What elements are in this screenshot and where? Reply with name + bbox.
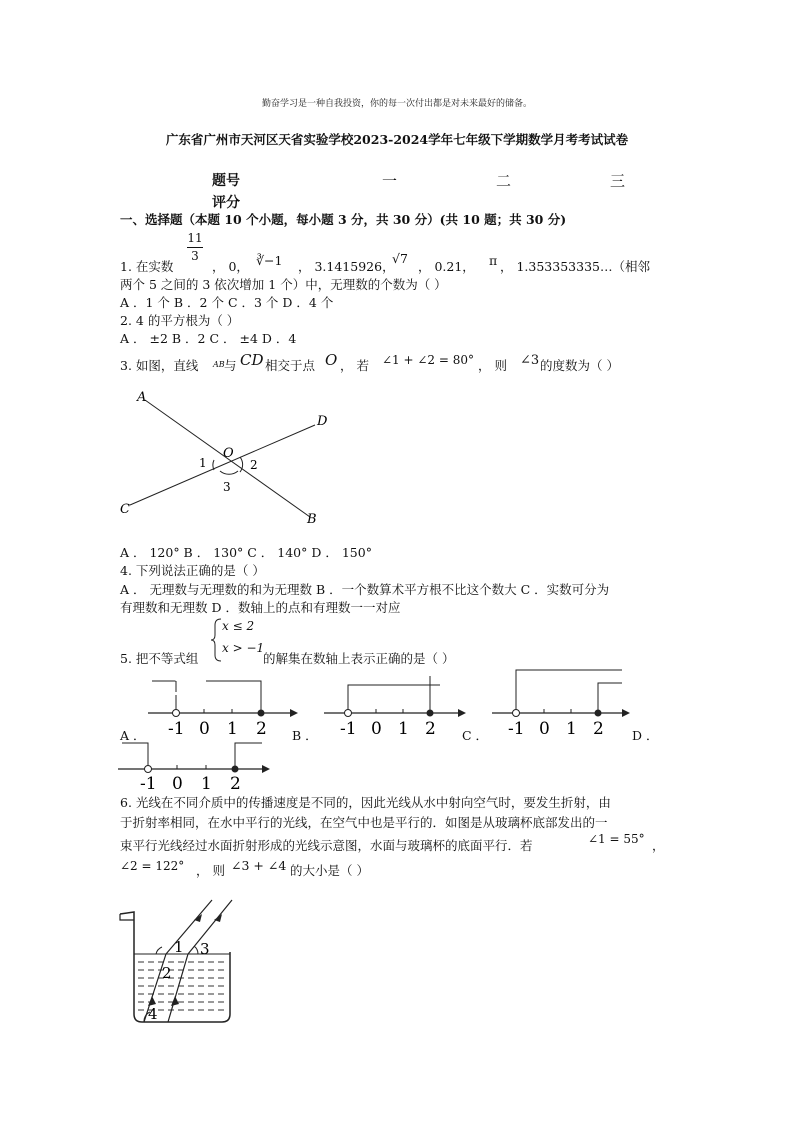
- q5-option-c-label: C ．: [462, 728, 489, 743]
- angle-1-arc: [213, 460, 214, 470]
- point-a-label: A: [137, 390, 147, 405]
- tick-label: 2: [425, 719, 436, 739]
- q4-line2: 有理数和无理数 D ．数轴上的点和有理数一一对应: [120, 600, 401, 615]
- angle-3-arc: [220, 471, 238, 474]
- tick-label: 1: [227, 719, 238, 739]
- q5-numberline-d: [116, 737, 276, 795]
- q3-t1: 3. 如图，直线: [120, 358, 199, 373]
- q1-line2: 两个 5 之间的 3 依次增加 1 个）中，无理数的个数为（ ）: [120, 277, 447, 292]
- angle-2-label: 2: [162, 964, 172, 982]
- score-row2-label: 评分: [212, 195, 240, 211]
- q5-numberline-b: [316, 672, 466, 744]
- q5-suffix: 的解集在数轴上表示正确的是（ ）: [263, 651, 455, 666]
- q2-text: 2. 4 的平方根为（ ）: [120, 313, 240, 328]
- q5-numberline-a: [140, 672, 298, 744]
- point-c-label: C: [120, 502, 130, 517]
- score-col-3: 三: [610, 172, 626, 190]
- q3-t2: 与: [224, 358, 237, 373]
- angle-3-label: 3: [223, 480, 231, 494]
- q5-option-a-label: A ．: [120, 728, 146, 743]
- point-o-label: O: [223, 446, 234, 461]
- score-row-label: 题号: [212, 173, 240, 189]
- point-b-label: B: [307, 512, 317, 527]
- q6-cond1: ∠1 = 55°: [588, 832, 645, 846]
- q3-t5: ， 则: [478, 358, 507, 373]
- score-col-2: 二: [496, 172, 512, 190]
- q3-ab: AB: [213, 360, 225, 369]
- angle-3-label: 3: [200, 940, 210, 958]
- tick-label: 0: [371, 719, 382, 739]
- q6-glass-figure: [114, 892, 244, 1032]
- angle-1-label: 1: [199, 456, 207, 470]
- q3-t3: 相交于点: [265, 358, 316, 373]
- q3-figure: [110, 385, 340, 530]
- q6-sum: ∠3 + ∠4: [231, 858, 287, 873]
- q5-ineq2: x > −1: [222, 641, 265, 655]
- q4-text: 4. 下列说法正确的是（ ）: [120, 563, 265, 578]
- tick-label: -1: [508, 719, 525, 739]
- tick-label: -1: [340, 719, 357, 739]
- tick-label: 0: [199, 719, 210, 739]
- tick-label: -1: [168, 719, 185, 739]
- q1-sep1: ， 3.1415926，: [298, 259, 395, 274]
- q1-frac-num: 11: [187, 231, 203, 245]
- glass-outline: [120, 912, 230, 1022]
- q3-o: O: [325, 351, 338, 369]
- section-heading: 一、选择题（本题 10 个小题，每小题 3 分，共 30 分）(共 10 题；共 30 分): [120, 212, 567, 227]
- q5-option-d-label: D ．: [632, 728, 659, 743]
- tick-label: 1: [566, 719, 577, 739]
- motto: 勤奋学习是一种自我投资，你的每一次付出都是对未来最好的储备。: [261, 99, 532, 109]
- q1-prefix: 1. 在实数: [120, 259, 174, 274]
- tick-label: 0: [172, 774, 183, 794]
- tick-label: 1: [201, 774, 212, 794]
- q1-sqrt7: √7: [392, 251, 408, 266]
- angle-4-label: 4: [148, 1005, 158, 1023]
- q6-t3: 的大小是（ ）: [290, 863, 369, 878]
- q2-options: A ． ±2 B ．2 C ． ±4 D ．4: [120, 331, 297, 346]
- q1-frac-bar: [187, 247, 203, 248]
- q1-pi: π: [489, 253, 498, 268]
- tick-label: 1: [398, 719, 409, 739]
- q3-t6: 的度数为（ ）: [540, 358, 619, 373]
- q6-t2: ， 则: [196, 863, 225, 878]
- q1-cuberoot: ∛−1: [256, 253, 283, 268]
- q5-ineq1: x ≤ 2: [222, 619, 255, 633]
- q1-frac-den: 3: [191, 249, 199, 263]
- page-title: 广东省广州市天河区天省实验学校2023-2024学年七年级下学期数学月考考试试卷: [165, 132, 629, 147]
- tick-label: 0: [539, 719, 550, 739]
- q1-zero: ， 0，: [212, 259, 249, 274]
- q1-sep2: ， 0.21，: [418, 259, 475, 274]
- q1-options: A ．1 个 B ．2 个 C ．3 个 D ．4 个: [120, 295, 334, 310]
- tick-label: 2: [593, 719, 604, 739]
- q5-numberline-c: [488, 664, 633, 744]
- tick-label: 2: [230, 774, 241, 794]
- point-d-label: D: [317, 414, 328, 429]
- angle-2-label: 2: [250, 458, 258, 472]
- q6-line1: 6. 光线在不同介质中的传播速度是不同的，因此光线从水中射向空气时，要发生折射，由: [120, 795, 611, 810]
- q6-cond2: ∠2 = 122°: [120, 859, 185, 873]
- tick-label: 2: [256, 719, 267, 739]
- q5-prefix: 5. 把不等式组: [120, 651, 199, 666]
- q3-ang3: ∠3: [520, 353, 540, 368]
- q6-line3: 束平行光线经过水面折射形成的光线示意图，水面与玻璃杯的底面平行．若: [120, 838, 533, 853]
- q3-cond: ∠1 + ∠2 = 80°: [382, 353, 475, 367]
- q1-tail: ， 1.353353335…（相邻: [500, 259, 650, 274]
- q3-options: A ． 120° B ． 130° C ． 140° D ． 150°: [120, 545, 372, 560]
- q4-line1: A ． 无理数与无理数的和为无理数 B ．一个数算术平方根不比这个数大 C ．实数可分为: [120, 582, 610, 597]
- q6-sep: ，: [652, 838, 665, 853]
- q3-t4: ， 若: [340, 358, 369, 373]
- q6-line2: 于折射率相同，在水中平行的光线，在空气中也是平行的．如图是从玻璃杯底部发出的一: [120, 815, 608, 830]
- angle-2-arc: [240, 457, 243, 472]
- score-col-1: 一: [382, 172, 398, 190]
- tick-label: -1: [140, 774, 157, 794]
- q5-option-b-label: B ．: [292, 728, 318, 743]
- q3-cd: CD: [240, 351, 264, 369]
- angle-1-label: 1: [174, 938, 184, 956]
